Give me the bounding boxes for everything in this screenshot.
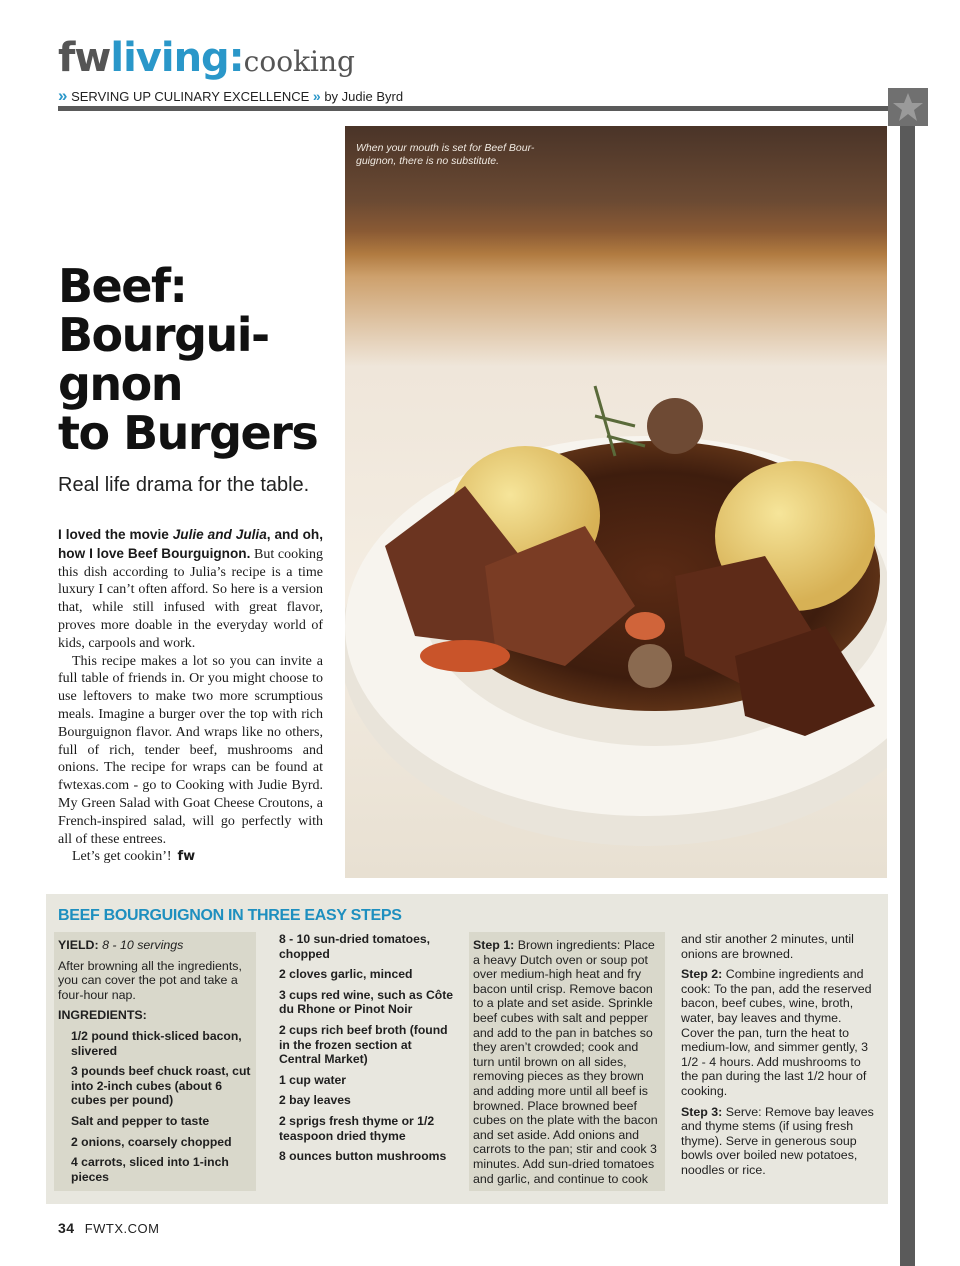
site-url: FWTX.COM <box>84 1221 160 1236</box>
ingredient: 8 ounces button mushrooms <box>279 1149 447 1164</box>
recipe-intro: After browning all the ingredients, you can cover the pot and take a four-hour nap. <box>58 958 242 1002</box>
byline: by Judie Byrd <box>324 89 404 104</box>
ingredient: 3 cups red wine, such as Côte du Rhone or Pinot Noir <box>279 987 454 1017</box>
step-1: Step 1: Brown ingredients: Place a heavy Dutch oven or soup pot over medium-high heat and fry bacon until crisp. Remove bacon to a plate and set aside. Sprinkle beef cubes with salt and pepper and add to the pan in batches so they aren’t crowded; cook and turn until brown on all sides, removing pieces as they brown and adding more until all beef is browned. Place browned beef cubes on the plate with the bacon and set aside. Add onions and carrots to the pan; stir and cook 3 minutes. Add sun-dried tomatoes and garlic, and continue to cook <box>473 938 658 1186</box>
page-number: 34 <box>58 1220 75 1236</box>
ingredient: 4 carrots, sliced into 1-inch pieces <box>71 1155 229 1184</box>
ingredient: 8 - 10 sun-dried tomatoes, chopped <box>279 932 431 961</box>
lead-in: I loved the movie Julie and Julia, and oh, how I love Beef Bourguignon. <box>58 527 323 561</box>
step-1-continued: and stir another 2 minutes, until onions are browned. <box>681 932 854 961</box>
ingredient: 2 cups rich beef broth (found in the frozen section at Central Market) <box>279 1022 448 1067</box>
headline-line: Bourgui- <box>58 308 269 362</box>
recipe-box <box>46 894 888 1204</box>
headline <box>58 259 318 460</box>
hero-photo <box>345 126 887 878</box>
ingredient: 2 cloves garlic, minced <box>279 967 413 982</box>
double-chevron-icon: » <box>312 88 321 104</box>
ingredients-label: INGREDIENTS: <box>58 1008 147 1023</box>
star-icon <box>888 88 928 126</box>
article-body <box>58 526 323 866</box>
ingredient: Salt and pepper to taste <box>71 1113 210 1128</box>
brand-fw: fw <box>58 35 111 81</box>
ingredient: 1 cup water <box>279 1072 347 1087</box>
paragraph: Let’s get cookin’! fw <box>72 849 196 865</box>
yield: YIELD: 8 - 10 servings <box>58 938 184 952</box>
star-badge <box>888 88 928 126</box>
tagline-text: SERVING UP CULINARY EXCELLENCE <box>71 89 310 104</box>
ingredient: 2 sprigs fresh thyme or 1/2 teaspoon dried thyme <box>279 1113 435 1143</box>
recipe-column-3 <box>469 932 665 1191</box>
brand-living: living: <box>110 35 244 81</box>
ingredient: 1/2 pound thick-sliced bacon, slivered <box>71 1028 242 1058</box>
ingredient: 2 onions, coarsely chopped <box>71 1134 232 1149</box>
photo-caption: When your mouth is set for Beef Bour-guignon, there is no substitute. <box>356 142 535 167</box>
masthead-logo <box>58 35 355 81</box>
brand-section: cooking <box>243 45 355 78</box>
double-chevron-icon: » <box>58 86 68 105</box>
dek: Real life drama for the table. <box>58 474 310 496</box>
paragraph: This recipe makes a lot so you can invite a full table of friends in. Or you might choose to use leftovers to make two more scrumptious meals. Imagine a burger over the top with rich Bourguignon flavor. And wraps like no others, full of rich, tender beef, mushrooms and onions. The recipe for wraps can be found at fwtexas.com - go to Cooking with Judie Byrd. My Green Salad with Goat Cheese Croutons, a French-inspired salad, will go perfectly with all of these entrees. <box>58 653 323 847</box>
headline-line: gnon <box>58 357 183 411</box>
headline-line: Beef: <box>58 259 187 313</box>
ingredient: 3 pounds beef chuck roast, cut into 2-inch cubes (about 6 cubes per pound) <box>71 1064 251 1108</box>
dish-illustration <box>345 126 887 878</box>
side-bar <box>900 106 915 1266</box>
recipe-column-2 <box>279 932 457 1170</box>
step-2: Step 2: Combine ingredients and cook: To the pan, add the reserved bacon, beef cubes, wine, broth, water, bay leaves and thyme. Cover the pan, turn the heat to medium-low, and simmer gently, 3 1/2 - 4 hours. Add mushrooms to the pan during the last 1/2 hour of cooking. <box>681 967 872 1098</box>
paragraph: I loved the movie Julie and Julia, and oh, how I love Beef Bourguignon. But cooking this dish according to Julia’s recipe is a time luxury I can’t often afford. So here is a version that, while still infused with great flavor, proves more doable in the everyday world of kids, carpools and work. <box>58 527 323 651</box>
ingredient: 2 bay leaves <box>279 1093 351 1108</box>
step-3: Step 3: Serve: Remove bay leaves and thyme stems (if using fresh thyme). Serve in generous soup bowls over boiled new potatoes, noodles or rice. <box>681 1104 874 1177</box>
header-rule <box>58 106 906 111</box>
recipe-column-4 <box>681 932 875 1184</box>
recipe-title: BEEF BOURGUIGNON IN THREE EASY STEPS <box>58 907 402 924</box>
fw-signoff: fw <box>177 849 196 865</box>
recipe-column-1 <box>54 932 256 1191</box>
headline-line: to Burgers <box>58 406 318 460</box>
page-footer <box>58 1220 159 1236</box>
tagline <box>58 86 403 106</box>
